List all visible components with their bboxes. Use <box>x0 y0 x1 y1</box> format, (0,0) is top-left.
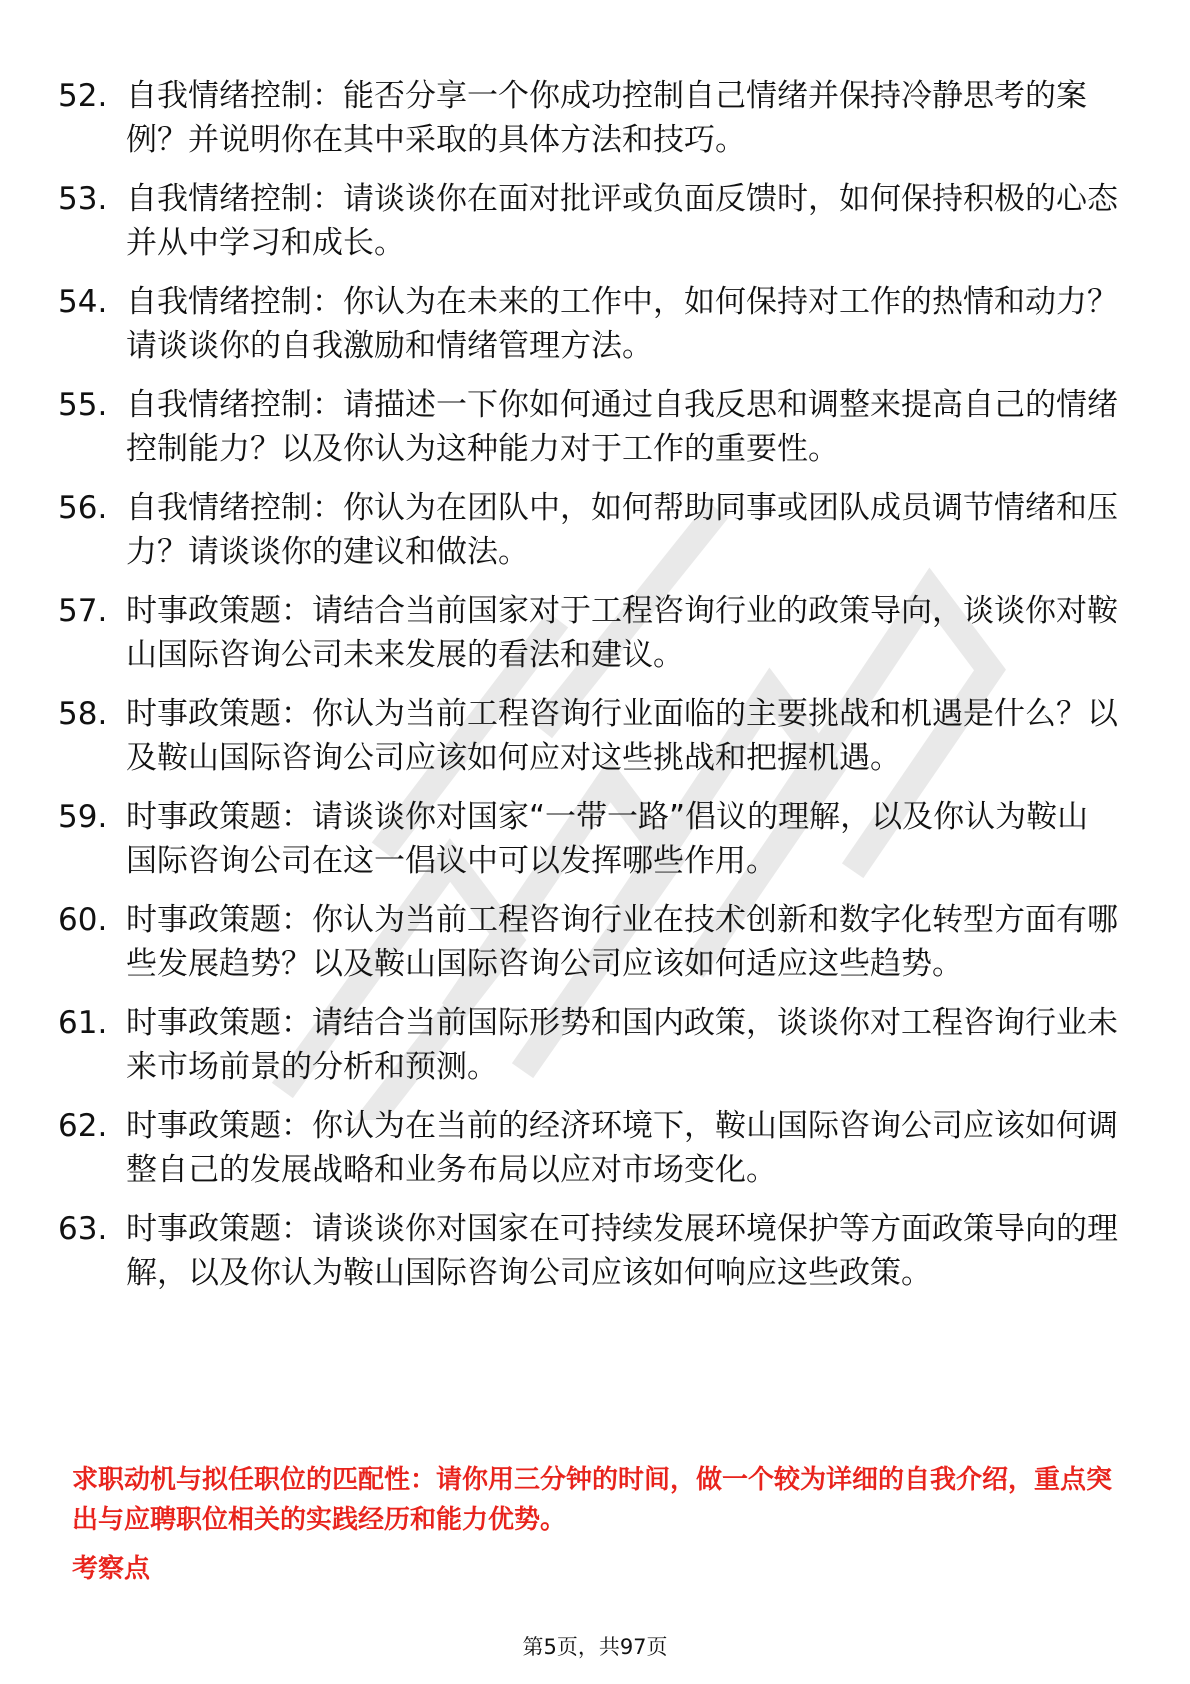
question-item <box>58 589 1118 677</box>
page-number-footer: 第5页，共97页 <box>522 1635 668 1659</box>
question-item <box>58 795 1118 883</box>
question-item <box>58 1104 1118 1192</box>
question-number: 55. <box>58 387 108 423</box>
question-text: 自我情绪控制：能否分享一个你成功控制自己情绪并保持冷静思考的案例？并说明你在其中采取的具体方法和技巧。 <box>126 78 1087 158</box>
question-number: 57. <box>58 593 108 629</box>
question-item <box>58 280 1118 368</box>
question-text: 时事政策题：你认为当前工程咨询行业在技术创新和数字化转型方面有哪些发展趋势？以及鞍山国际咨询公司应该如何适应这些趋势。 <box>126 902 1118 982</box>
question-number: 58. <box>58 696 108 732</box>
question-text: 自我情绪控制：请谈谈你在面对批评或负面反馈时，如何保持积极的心态并从中学习和成长。 <box>126 181 1118 261</box>
question-text: 时事政策题：请结合当前国际形势和国内政策，谈谈你对工程咨询行业未来市场前景的分析和预测。 <box>126 1005 1118 1085</box>
question-number: 53. <box>58 181 108 217</box>
question-item <box>58 74 1118 162</box>
question-text: 时事政策题：你认为当前工程咨询行业面临的主要挑战和机遇是什么？以及鞍山国际咨询公司应该如何应对这些挑战和把握机遇。 <box>126 696 1118 776</box>
question-item <box>58 1001 1118 1089</box>
question-number: 56. <box>58 490 108 526</box>
question-number: 60. <box>58 902 108 938</box>
question-item <box>58 177 1118 265</box>
question-text: 时事政策题：请结合当前国家对于工程咨询行业的政策导向，谈谈你对鞍山国际咨询公司未来发展的看法和建议。 <box>126 593 1118 673</box>
question-number: 61. <box>58 1005 108 1041</box>
question-text: 自我情绪控制：你认为在团队中，如何帮助同事或团队成员调节情绪和压力？请谈谈你的建议和做法。 <box>126 490 1118 570</box>
question-text: 时事政策题：请谈谈你对国家“一带一路”倡议的理解，以及你认为鞍山国际咨询公司在这一倡议中可以发挥哪些作用。 <box>126 799 1089 879</box>
question-item <box>58 1207 1118 1295</box>
question-number: 54. <box>58 284 108 320</box>
question-item <box>58 692 1118 780</box>
section-heading: 求职动机与拟任职位的匹配性：请你用三分钟的时间，做一个较为详细的自我介绍，重点突出与应聘职位相关的实践经历和能力优势。 <box>72 1465 1113 1535</box>
question-item <box>58 898 1118 986</box>
question-text: 时事政策题：请谈谈你对国家在可持续发展环境保护等方面政策导向的理解，以及你认为鞍山国际咨询公司应该如何响应这些政策。 <box>126 1211 1118 1291</box>
question-text: 自我情绪控制：请描述一下你如何通过自我反思和调整来提高自己的情绪控制能力？以及你认为这种能力对于工作的重要性。 <box>126 387 1118 467</box>
question-item <box>58 486 1118 574</box>
question-number: 63. <box>58 1211 108 1247</box>
question-text: 自我情绪控制：你认为在未来的工作中，如何保持对工作的热情和动力？请谈谈你的自我激励和情绪管理方法。 <box>126 284 1118 364</box>
question-number: 62. <box>58 1108 108 1144</box>
question-list <box>58 74 1118 1310</box>
question-item <box>58 383 1118 471</box>
section-subheading: 考察点 <box>72 1554 151 1584</box>
question-number: 59. <box>58 799 108 835</box>
question-number: 52. <box>58 78 108 114</box>
question-text: 时事政策题：你认为在当前的经济环境下，鞍山国际咨询公司应该如何调整自己的发展战略和业务布局以应对市场变化。 <box>126 1108 1118 1188</box>
